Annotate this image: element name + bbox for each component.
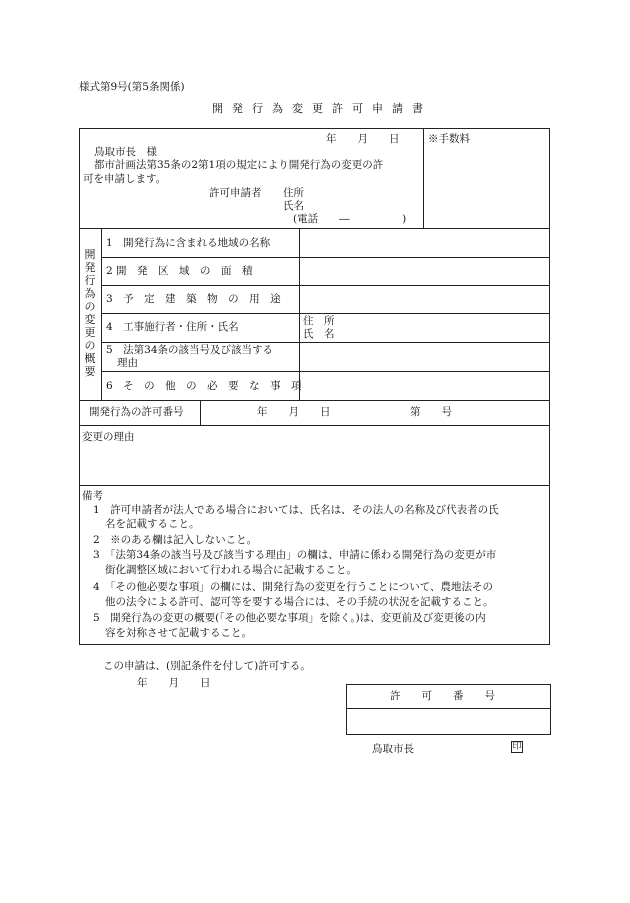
notes-heading: 備考 [82, 490, 103, 502]
outline-row-4-name-label: 氏 名 [303, 328, 335, 340]
outline-row-3-label: 3 予 定 建 築 物 の 用 途 [106, 293, 281, 305]
request-text-line2: 可を申請します。 [83, 173, 167, 185]
permit-number-box-label: 許 可 番 号 [390, 690, 495, 702]
change-reason-label: 変更の理由 [82, 431, 135, 443]
mayor-label: 鳥取市長 [372, 743, 414, 755]
outline-row-5-label-2: 理由 [117, 357, 138, 369]
request-text-line1: 都市計画法第35条の2第1項の規定により開発行為の変更の許 [94, 159, 384, 171]
approval-statement: この申請は、(別記条件を付して)許可する。 [103, 660, 311, 672]
note-line: 1 許可申請者が法人である場合においては、氏名は、その法人の名称及び代表者の氏 [93, 504, 499, 516]
note-line: 3 「法第34条の該当号及び該当する理由」の欄は、申請に係わる開発行為の変更が市 [93, 549, 497, 561]
permit-number-date: 年 月 日 [257, 406, 331, 418]
outline-row-4-address-label: 住 所 [303, 315, 335, 327]
note-line: 名を記載すること。 [105, 518, 200, 530]
form-label: 様式第9号(第5条関係) [79, 81, 185, 93]
applicant-label: 許可申請者 [209, 187, 262, 199]
note-line: 容を対称させて記載すること。 [105, 627, 252, 639]
note-line: 他の法令による許可、認可等を要する場合には、その手続の状況を記載すること。 [105, 596, 494, 608]
note-line: 2 ※のある欄は記入しないこと。 [93, 534, 258, 546]
application-date: 年 月 日 [326, 133, 400, 145]
applicant-name-label: 氏名 [283, 200, 304, 212]
outline-row-6-label: 6 そ の 他 の 必 要 な 事 項 [106, 380, 302, 392]
note-line: 5 開発行為の変更の概要(「その他必要な事項」を除く。)は、変更前及び変更後の内 [93, 612, 486, 624]
applicant-address-label: 住所 [283, 187, 304, 199]
permit-number-value: 第 号 [410, 406, 452, 418]
outline-row-5-label: 5 法第34条の該当号及び該当する [106, 344, 274, 356]
outline-row-4-label: 4 工事施行者・住所・氏名 [106, 321, 239, 333]
note-line: 街化調整区域において行われる場合に記載すること。 [105, 564, 357, 576]
outline-section-label: 開発行為の変更の概要 [84, 248, 96, 378]
note-line: 4 「その他必要な事項」の欄には、開発行為の変更を行うことについて、農地法その [93, 581, 494, 593]
permit-number-label: 開発行為の許可番号 [89, 406, 184, 418]
fee-label: ※手数料 [428, 133, 470, 145]
form-title: 開発行為変更許可申請書 [212, 102, 432, 115]
outline-row-1-label: 1 開発行為に含まれる地域の名称 [106, 237, 271, 249]
approval-date: 年 月 日 [137, 677, 211, 689]
seal-mark: 印 [512, 742, 522, 752]
applicant-phone: (電話 ― ) [293, 213, 407, 225]
addressee: 鳥取市長 様 [94, 146, 157, 158]
outline-row-2-label: 2 開 発 区 域 の 面 積 [106, 265, 253, 277]
